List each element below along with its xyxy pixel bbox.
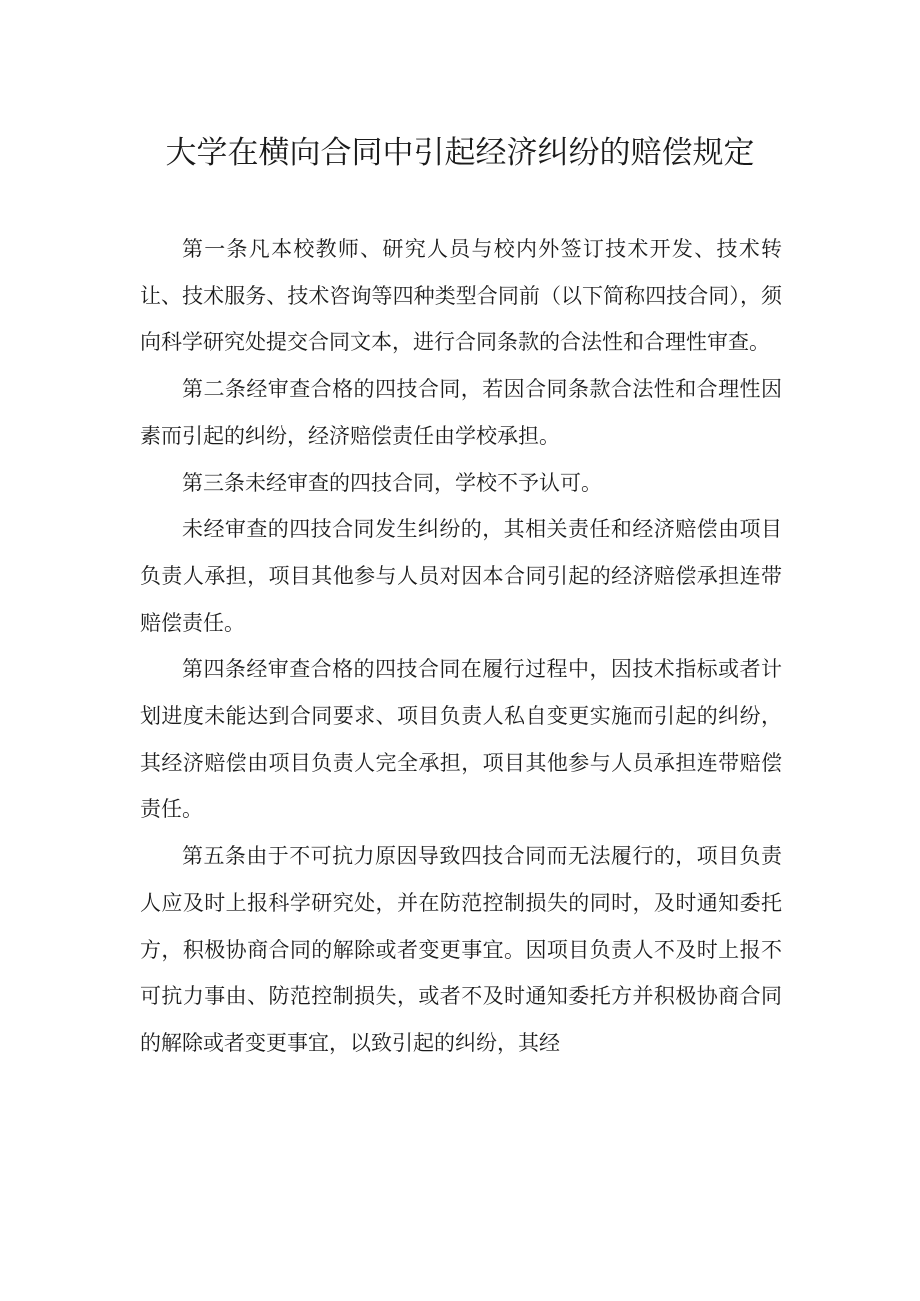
document-title: 大学在横向合同中引起经济纠纷的赔偿规定 (165, 135, 755, 171)
document-body (140, 226, 782, 1067)
paragraph-article-2: 第二条经审查合格的四技合同，若因合同条款合法性和合理性因素而引起的纠纷，经济赔偿责任由学校承担。 (140, 377, 782, 448)
paragraph-article-3: 第三条未经审查的四技合同，学校不予认可。 (182, 470, 602, 495)
paragraph-article-1: 第一条凡本校教师、研究人员与校内外签订技术开发、技术转让、技术服务、技术咨询等四种类型合同前（以下简称四技合同），须向科学研究处提交合同文本，进行合同条款的合法性和合理性审查。 (140, 237, 782, 355)
paragraph-article-4: 第四条经审查合格的四技合同在履行过程中，因技术指标或者计划进度未能达到合同要求、项目负责人私自变更实施而引起的纠纷，其经济赔偿由项目负责人完全承担，项目其他参与人员承担连带赔偿责任。 (140, 657, 782, 822)
paragraph-article-3-detail: 未经审查的四技合同发生纠纷的，其相关责任和经济赔偿由项目负责人承担，项目其他参与人员对因本合同引起的经济赔偿承担连带赔偿责任。 (140, 517, 782, 635)
paragraph-article-5: 第五条由于不可抗力原因导致四技合同而无法履行的，项目负责人应及时上报科学研究处，并在防范控制损失的同时，及时通知委托方，积极协商合同的解除或者变更事宜。因项目负责人不及时上报不可抗力事由、防范控制损失，或者不及时通知委托方并积极协商合同的解除或者变更事宜，以致引起的纠纷，其经 (140, 844, 782, 1055)
